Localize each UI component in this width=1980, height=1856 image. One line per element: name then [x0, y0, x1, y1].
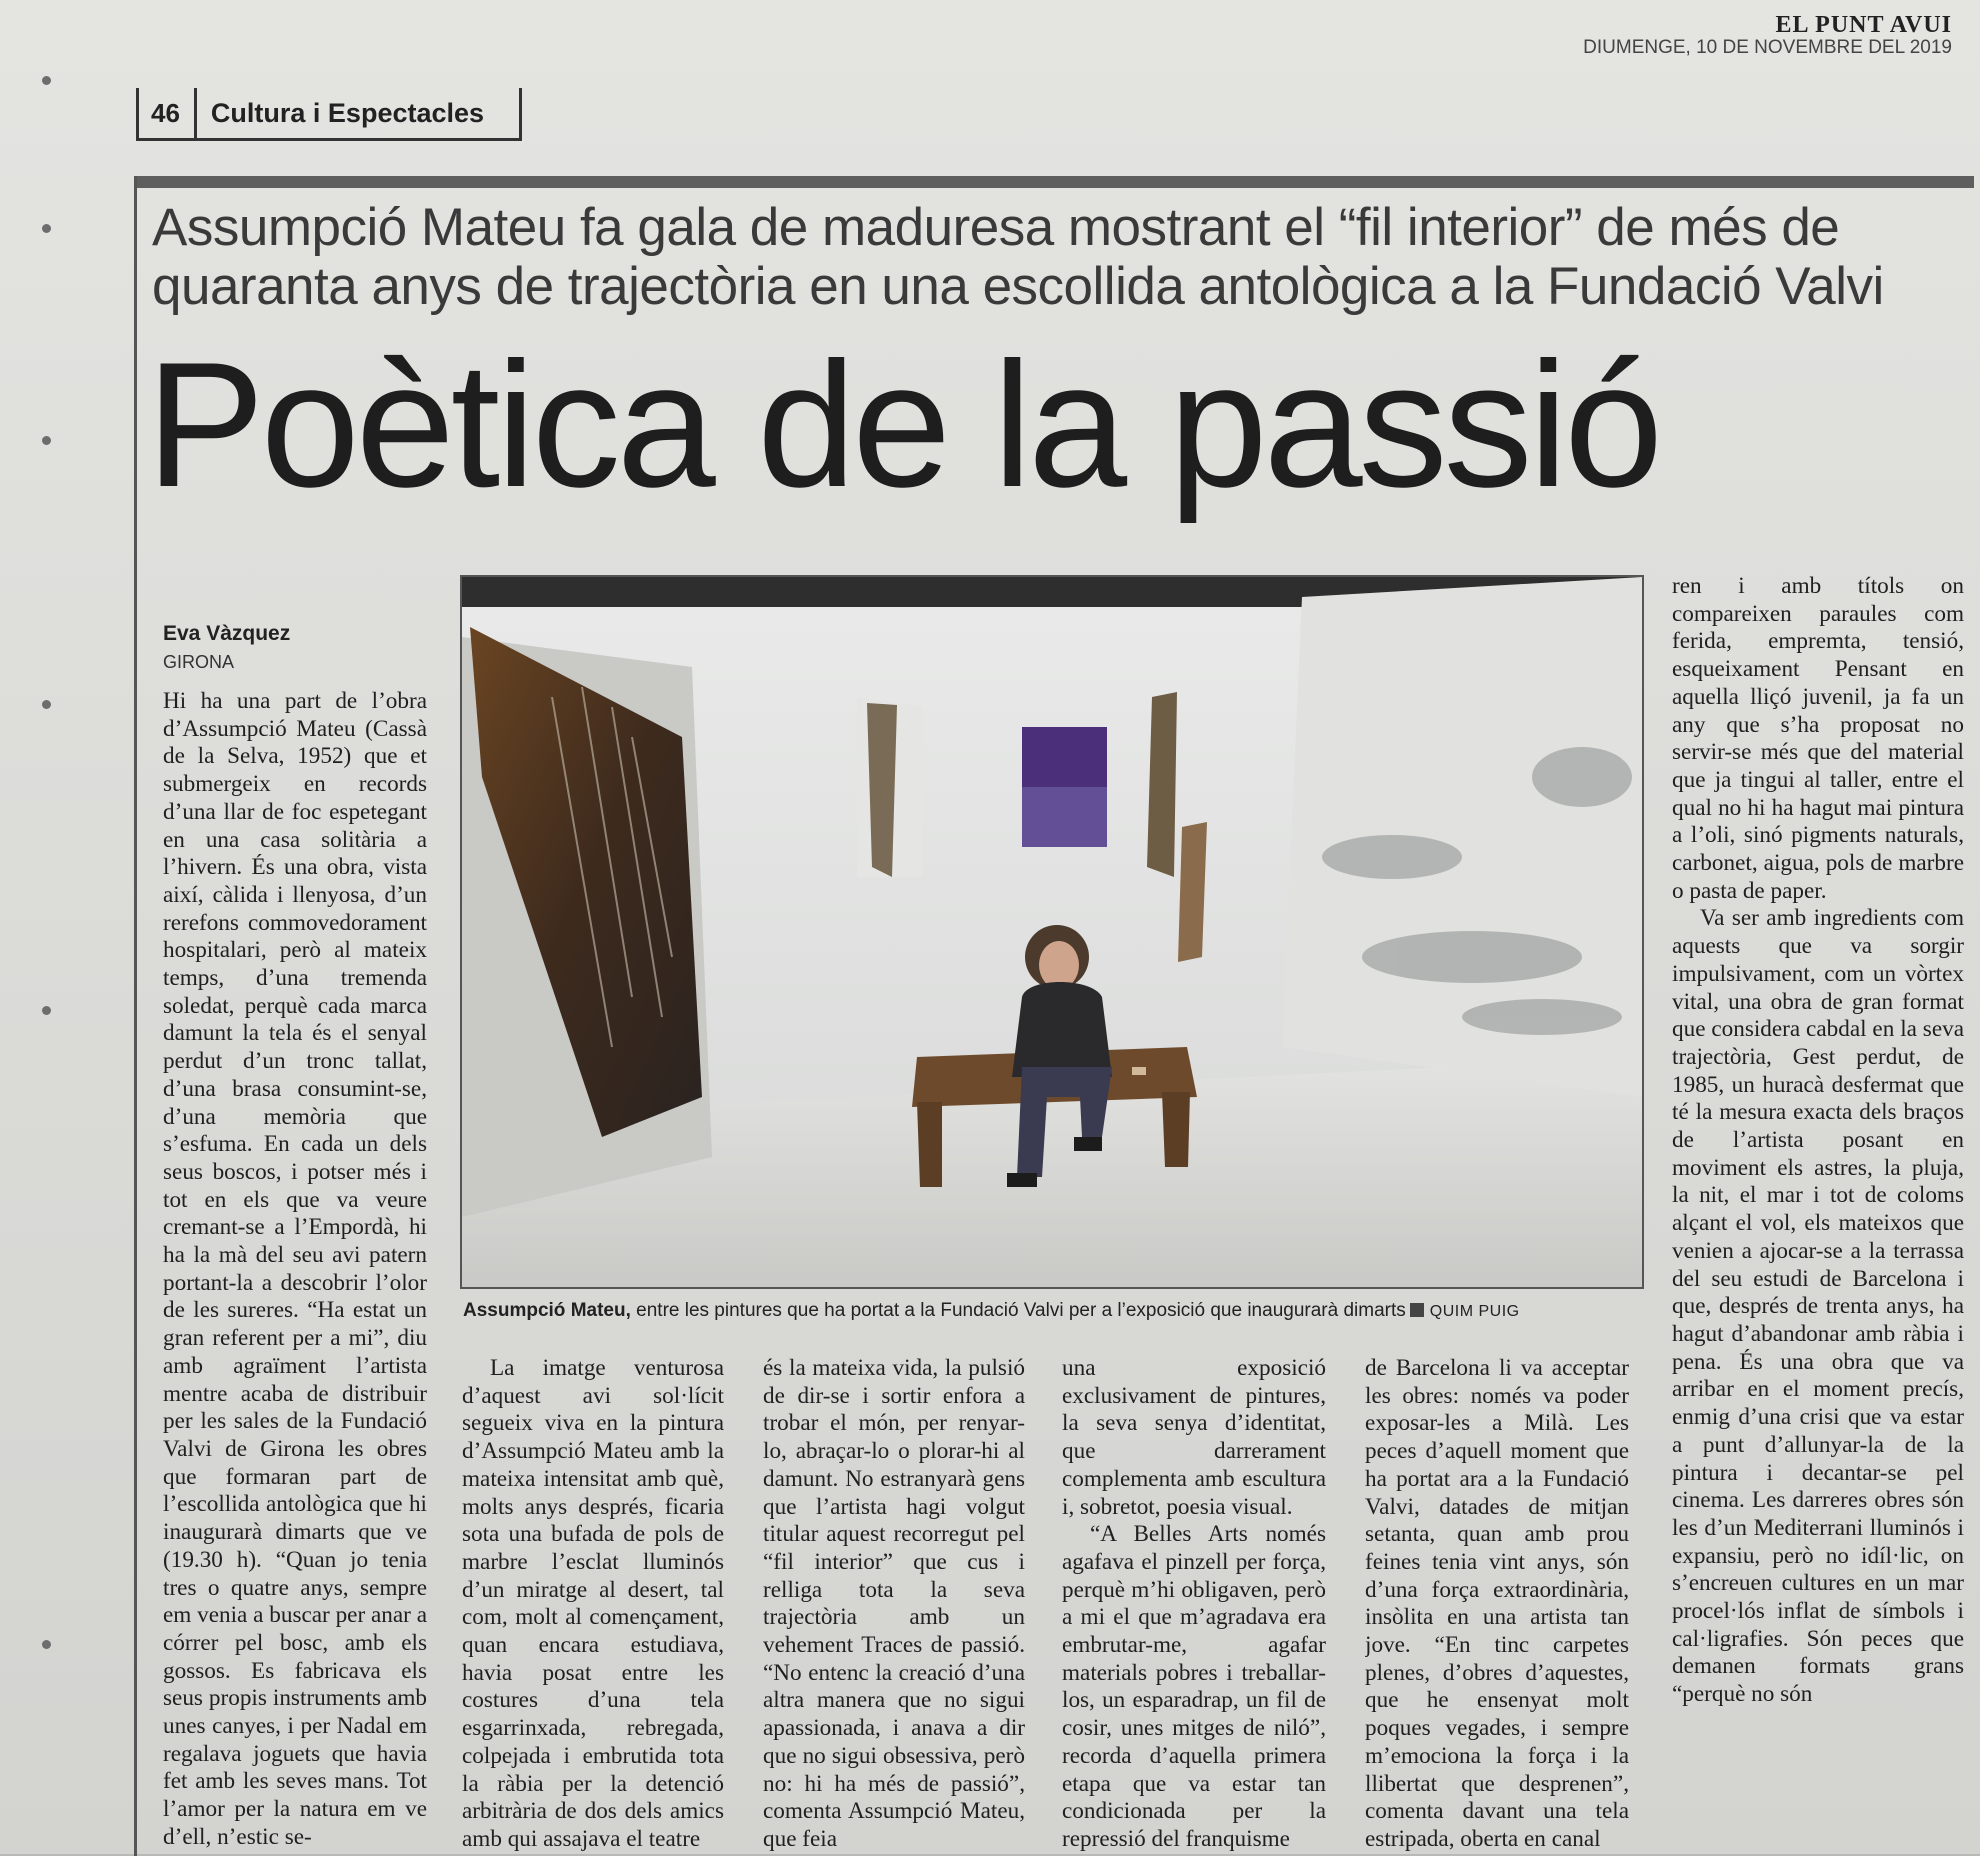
paragraph: La imatge venturosa d’aquest avi sol·lícit segueix viva en la pintura d’Assumpció Mateu amb la mateixa intensitat amb què, molts anys després, ficaria sota una bufada de pols de marbre l’esclat lluminós d’un miratge al desert, tal com, molt al començament, quan encara estudiava, havia posat entre les costures d’una tela esgarrinxada, rebregada, colpejada i embrutida tota la ràbia per la detenció arbitrària de dos dels amics amb qui assajava el teatre [462, 1355, 724, 1852]
newspaper-brand: EL PUNT AVUI [1775, 12, 1952, 38]
article-headline: Poètica de la passió [146, 325, 1660, 524]
section-header [136, 88, 522, 141]
binder-hole-icon [42, 224, 51, 233]
paragraph: de Barcelona li va acceptar les obres: només va poder exposar-les a Milà. Les peces d’aquell moment que ha portat ara a la Fundació Valvi, datades de mitjan setanta, quan amb prou feines tenia vint anys, són d’una força extraordinària, insòlita en una artista tan jove. “En tinc carpetes plenes, d’obres d’aquestes, que he ensenyat molt poques vegades, i sempre m’emociona la força i la llibertat que desprenen”, comenta davant una tela estripada, oberta en canal [1365, 1355, 1629, 1852]
gallery-photo-illustration [462, 577, 1642, 1287]
column-1 [163, 688, 427, 1854]
photo-credit: QUIM PUIG [1429, 1303, 1520, 1320]
column-6 [1672, 573, 1964, 1854]
paragraph: una exposició exclusivament de pintures, la seva senya d’identitat, que darrerament complementa amb escultura i, sobretot, poesia visual. [1062, 1355, 1326, 1520]
binder-hole-icon [42, 700, 51, 709]
subhead-line-2: quaranta anys de trajectòria en una escollida antològica a la Fundació Valvi [152, 257, 1884, 316]
masthead [1583, 12, 1952, 59]
article-top-rule [134, 176, 1974, 188]
caption-text: entre les pintures que ha portat a la Fundació Valvi per a l’exposició que inaugurarà dimarts [630, 1300, 1406, 1321]
article-left-rule [134, 176, 137, 1856]
column-2 [462, 1355, 724, 1854]
subhead-line-1: Assumpció Mateu fa gala de maduresa mostrant el “fil interior” de més de [152, 198, 1840, 257]
paragraph: Va ser amb ingredients com aquests que va sorgir impulsivament, com un vòrtex vital, una obra de gran format que considera cabdal en la seva trajectòria, Gest perdut, de 1985, un huracà desfermat que té la mesura exacta dels braços de l’artista posant en moviment els astres, la pluja, la nit, el mar i tot de coloms alçant el vol, els mateixos que venien a ajocar-se a la terrassa del seu estudi de Barcelona i que, després de trenta anys, ha hagut d’abandonar amb ràbia i pena. És una obra que va arribar en el moment precís, enmig d’una crisi que va estar a punt d’allunyar-la de la pintura i decantar-se pel cinema. Les darreres obres són les d’un Mediterrani lluminós i expansiu, però no idíl·lic, on s’encreuen cultures en un mar procel·lós inflat de símbols i cal·ligrafies. Són peces que demanen formats grans “perquè no són [1672, 905, 1964, 1708]
binder-hole-icon [42, 76, 51, 85]
column-5 [1365, 1355, 1629, 1854]
photo-caption [463, 1300, 1643, 1322]
section-name: Cultura i Espectacles [210, 97, 485, 128]
column-3 [763, 1355, 1025, 1854]
issue-date: DIUMENGE, 10 DE NOVEMBRE DEL 2019 [1583, 37, 1952, 58]
binder-hole-icon [42, 1006, 51, 1015]
column-4 [1062, 1355, 1326, 1854]
article-subhead [152, 198, 1952, 316]
caption-name: Assumpció Mateu, [463, 1300, 631, 1321]
article-photo [460, 575, 1644, 1289]
dateline-city: GIRONA [163, 652, 235, 672]
credit-square-icon [1410, 1303, 1424, 1317]
byline [163, 622, 290, 673]
paragraph: és la mateixa vida, la pulsió de dir-se i sortir enfora a trobar el món, per renyar-lo, abraçar-lo o plorar-hi al damunt. No estranyarà gens que l’artista hagi volgut titular aquest recorregut pel “fil interior” que cus i relliga tota la seva trajectòria amb un vehement Traces de passió. “No entenc la creació d’una altra manera que no sigui apassionada, i anava a dir que no sigui obsessiva, però no: hi ha més de passió”, comenta Assumpció Mateu, que feia [763, 1355, 1025, 1852]
paragraph: Hi ha una part de l’obra d’Assumpció Mateu (Cassà de la Selva, 1952) que et submergeix en records d’una llar de foc espetegant en una casa solitària a l’hivern. És una obra, vista així, càlida i llenyosa, d’un rerefons commovedorament hospitalari, però al mateix temps, d’una tremenda soledat, perquè cada marca damunt la tela és el senyal perdut d’un tronc tallat, d’una brasa consumint-se, d’una memòria que s’esfuma. En cada un dels seus boscos, i potser més i tot en els que va veure cremant-se a l’Empordà, hi ha la mà del seu avi patern portant-la a descobrir l’olor de les sureres. “Ha estat un gran referent per a mi”, diu amb agraïment l’artista mentre acaba de distribuir per les sales de la Fundació Valvi de Girona les obres que formaran part de l’escollida antològica que hi inaugurarà dimarts que ve (19.30 h). “Quan jo tenia tres o quatre anys, sempre em venia a buscar per anar a córrer pel bosc, amb els gossos. Es fabricava els seus propis instruments amb unes canyes, i per Nadal em regalava joguets que havia fet amb les seves mans. Tot l’amor per la natura em ve d’ell, n’estic se- [163, 688, 427, 1850]
author-name: Eva Vàzquez [163, 622, 291, 645]
binder-hole-icon [42, 436, 51, 445]
binder-hole-icon [42, 1640, 51, 1649]
paragraph: ren i amb títols on compareixen paraules com ferida, empremta, tensió, esqueixament Pensant en aquella lliçó juvenil, ja fa un any que s’ha proposat no servir-se més que del material que ja tingui al taller, entre el qual no hi ha hagut mai pintura a l’oli, sinó pigments naturals, carbonet, aigua, pols de marbre o pasta de paper. [1672, 573, 1964, 904]
paragraph: “A Belles Arts només agafava el pinzell per força, perquè m’hi obligaven, però a mi el que m’agradava era embrutar-me, agafar materials pobres i treballar-los, un esparadrap, un fil de cosir, unes mitges de niló”, recorda d’aquella primera etapa que va estar tan condicionada per la repressió del franquisme [1062, 1521, 1326, 1852]
page-number: 46 [139, 88, 197, 138]
